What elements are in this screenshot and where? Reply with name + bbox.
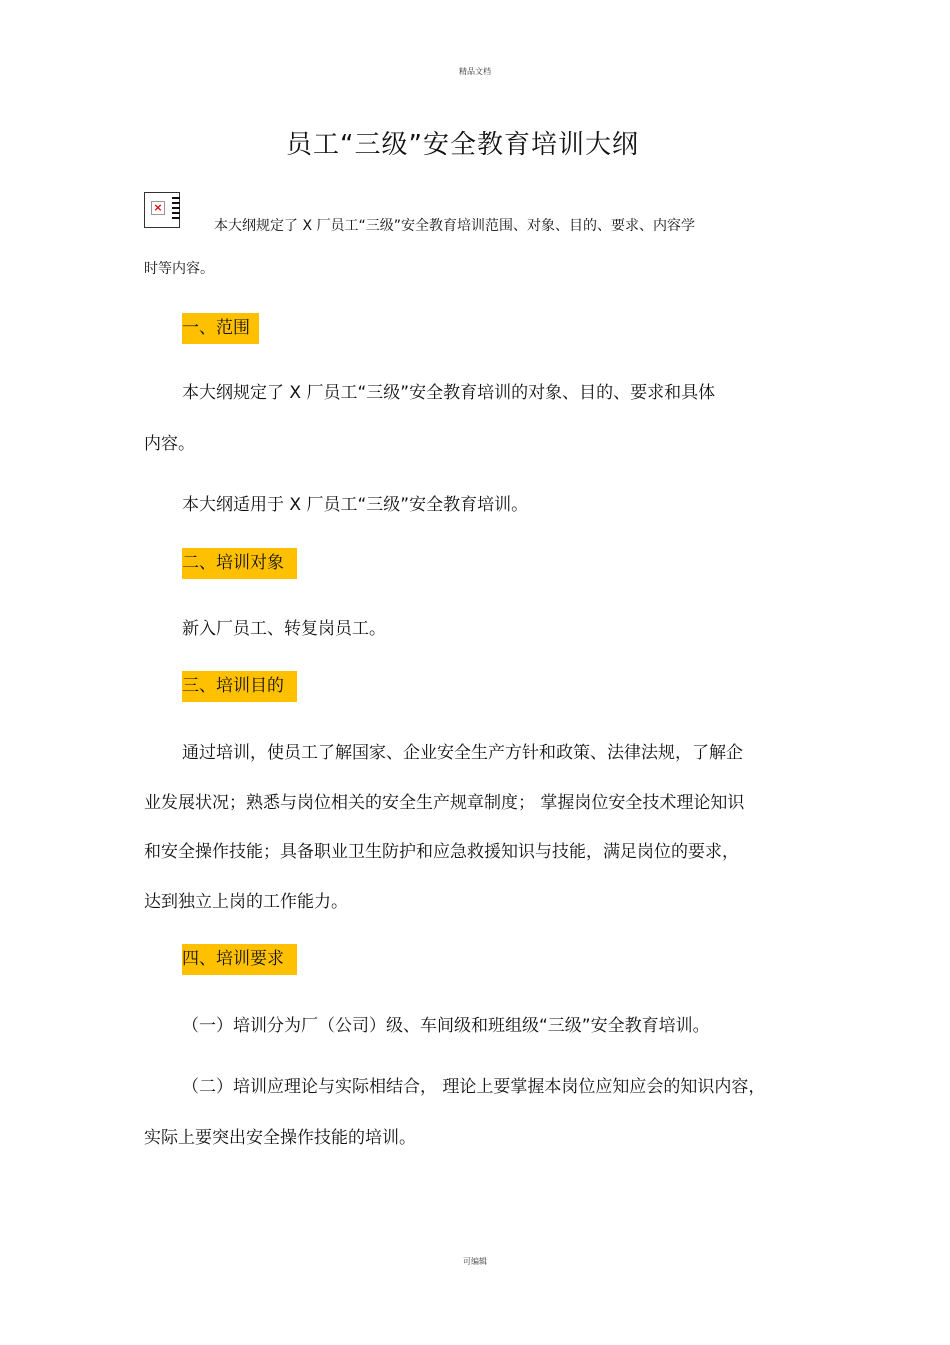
paragraph-line: 新入厂员工、转复岗员工。	[182, 619, 386, 639]
paragraph-line: 通过培训，使员工了解国家、企业安全生产方针和政策、法律法规，了解企	[182, 743, 743, 763]
intro-line-2: 时等内容。	[144, 261, 214, 277]
paragraph-line: 达到独立上岗的工作能力。	[144, 892, 348, 912]
broken-image-icon	[144, 192, 180, 228]
paragraph-line: 本大纲适用于 X 厂员工“三级”安全教育培训。	[182, 495, 529, 515]
section-heading-scope: 一、范围	[182, 313, 259, 344]
page-footer: 可编辑	[463, 1257, 487, 1266]
document-title: 员工“三级”安全教育培训大纲	[286, 130, 639, 160]
paragraph-line: （二）培训应理论与实际相结合， 理论上要掌握本岗位应知应会的知识内容，	[182, 1077, 766, 1097]
section-heading-purpose: 三、培训目的	[182, 671, 297, 702]
intro-line-1: 本大纲规定了 X 厂员工“三级”安全教育培训范围、对象、目的、要求、内容学	[214, 218, 695, 234]
glyph-fragment	[172, 197, 180, 221]
paragraph-line: 实际上要突出安全操作技能的培训。	[144, 1128, 416, 1148]
section-heading-audience: 二、培训对象	[182, 548, 297, 579]
paragraph-line: 本大纲规定了 X 厂员工“三级”安全教育培训的对象、目的、要求和具体	[182, 383, 716, 403]
paragraph-line: 业发展状况；熟悉与岗位相关的安全生产规章制度； 掌握岗位安全技术理论知识	[144, 793, 745, 813]
page-header: 精品文档	[459, 67, 491, 76]
paragraph-line: 和安全操作技能；具备职业卫生防护和应急救援知识与技能，满足岗位的要求，	[144, 842, 739, 862]
paragraph-line: （一）培训分为厂（公司）级、车间级和班组级“三级”安全教育培训。	[182, 1016, 710, 1036]
section-heading-requirements: 四、培训要求	[182, 944, 297, 975]
close-icon: ×	[151, 201, 165, 215]
paragraph-line: 内容。	[144, 434, 195, 454]
